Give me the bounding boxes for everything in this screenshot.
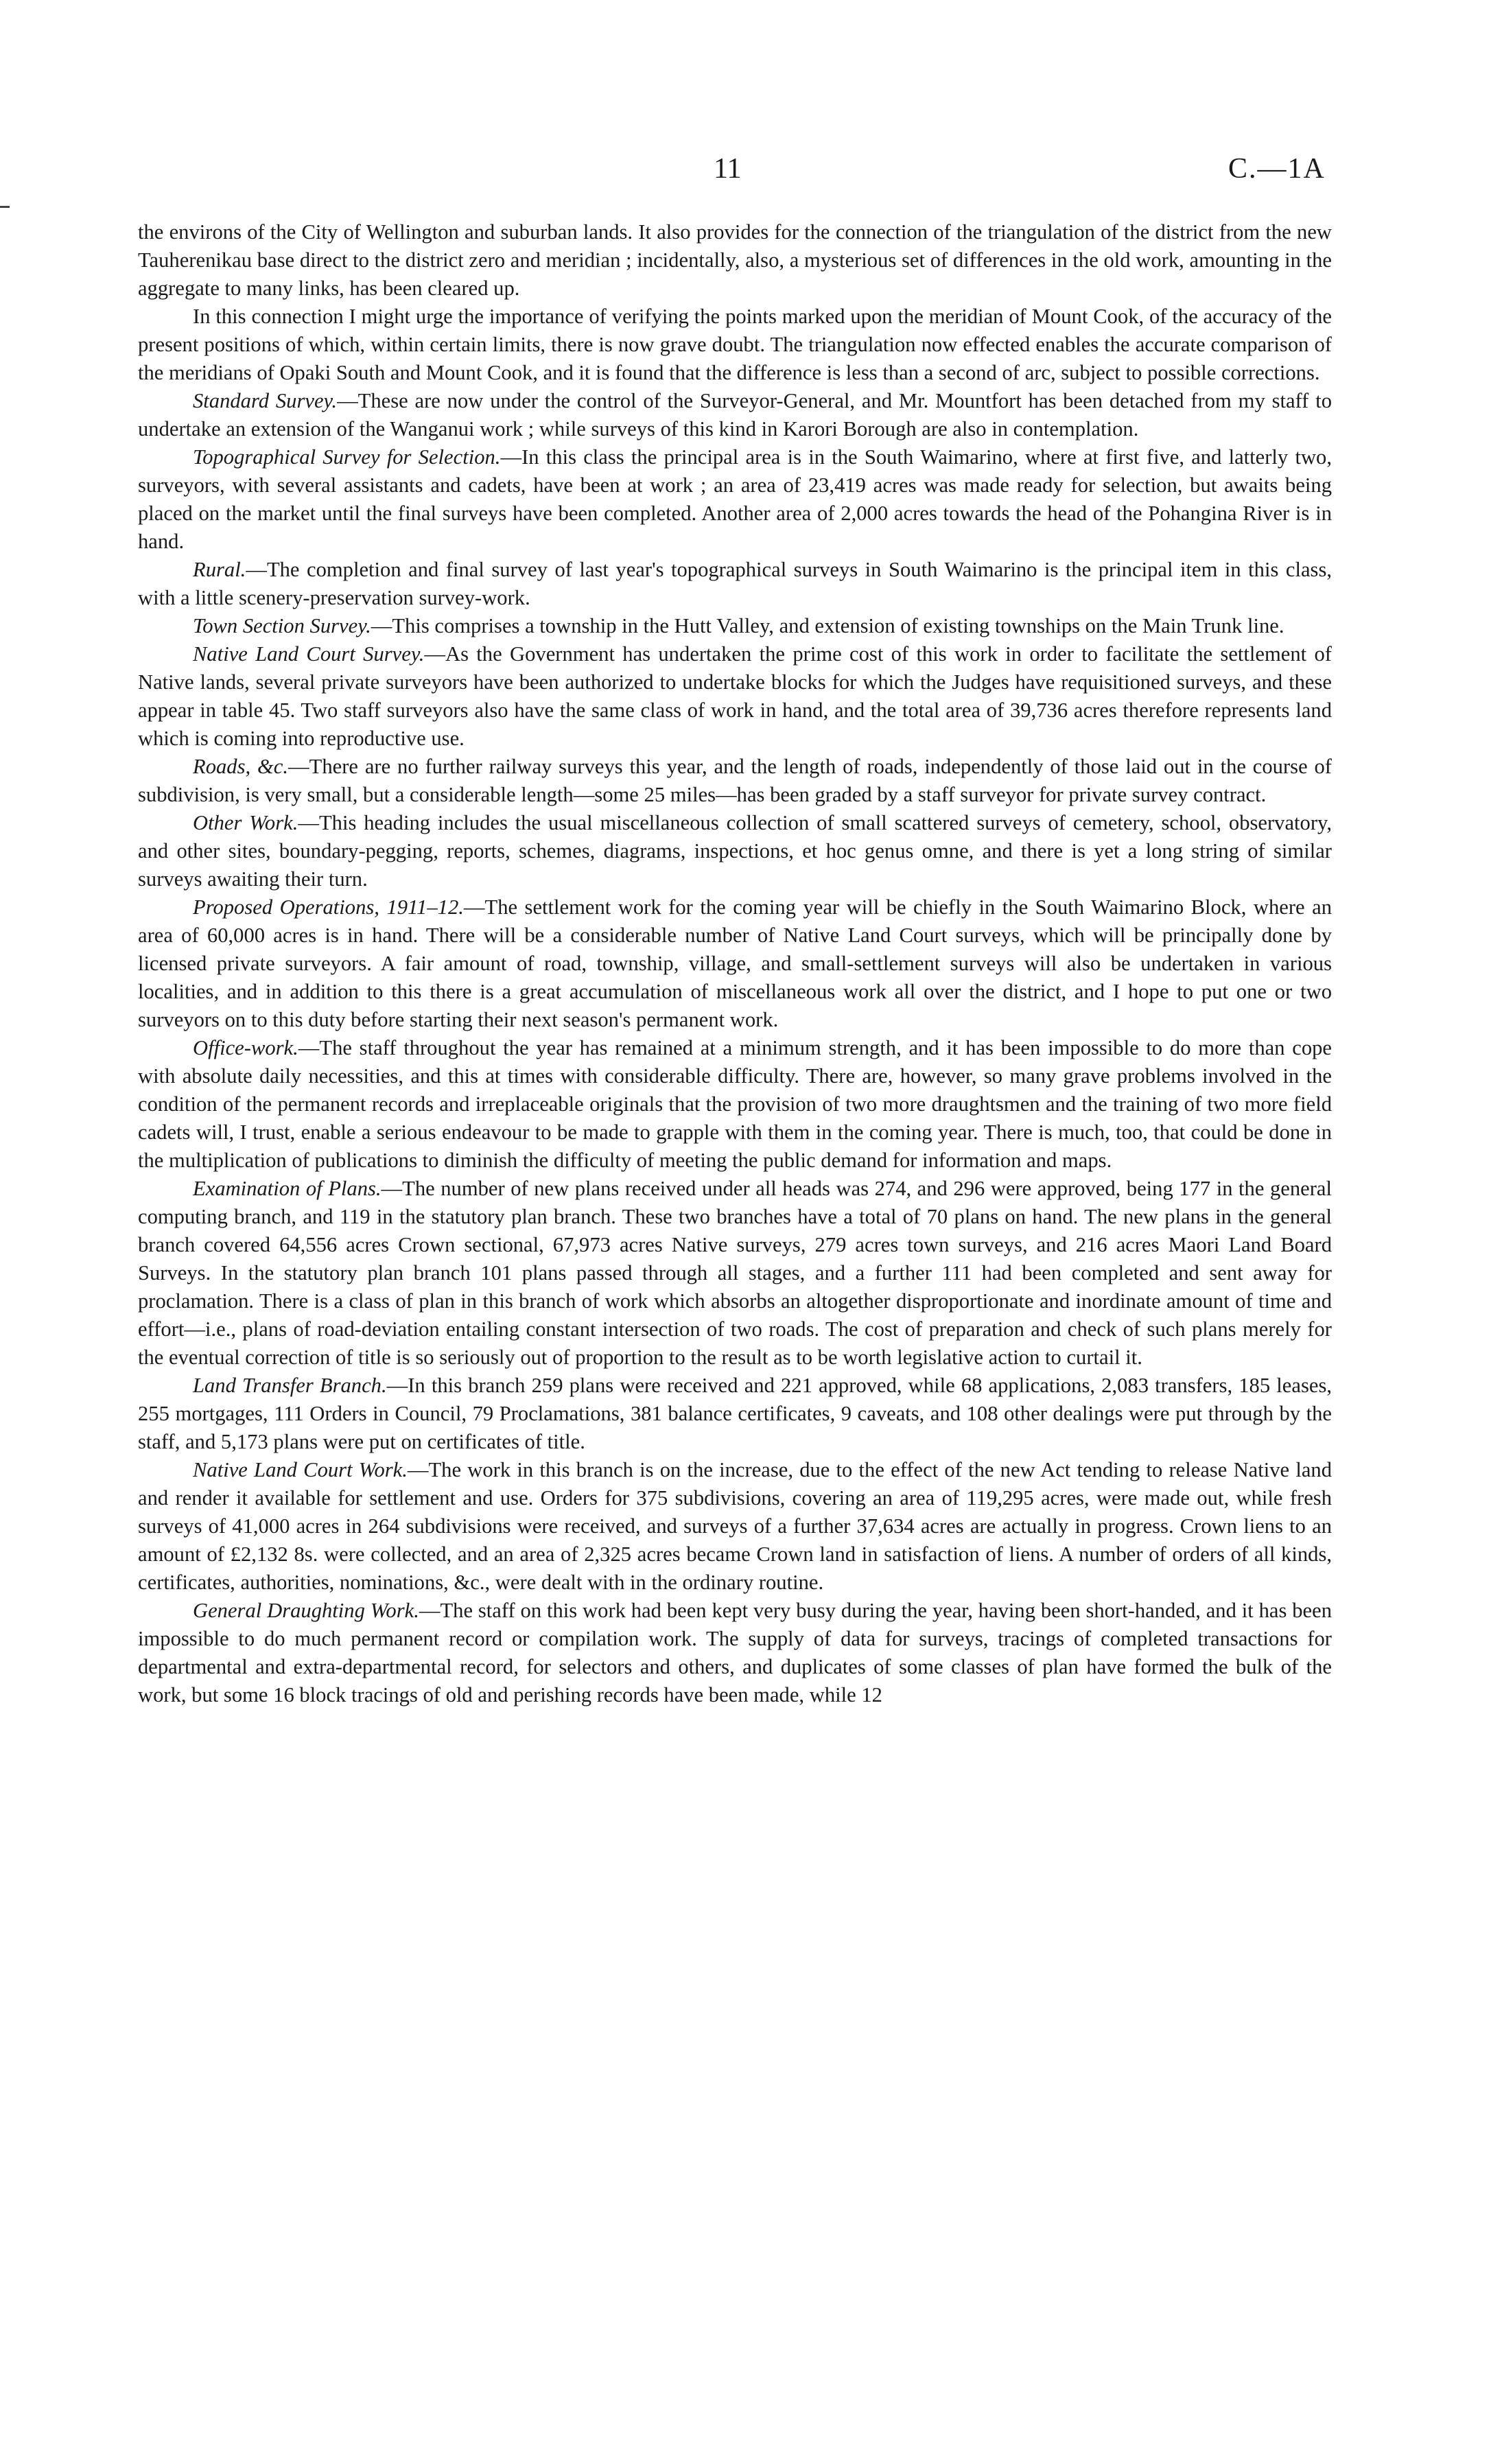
paragraph-native-land-court-survey: Native Land Court Survey.—As the Government has undertaken the prime cost of this work in order to facilitate the settlement of Native lands, several private surveyors have been authorized to undertake blocks for which the Judges have requisitioned surveys, and these appear in table 45. Two staff surveyors also have the same class of work in hand, and the total area of 39,736 acres therefore represents land which is coming into reproductive use. — [138, 642, 1332, 750]
paragraph-standard-survey: Standard Survey.—These are now under the control of the Surveyor-General, and Mr. Mountfort has been detached from my staff to undertake an extension of the Wanganui work ; while surveys of this kind in Karori Borough are also in contemplation. — [138, 389, 1332, 441]
paragraph-examination-of-plans: Examination of Plans.—The number of new plans received under all heads was 274, and 296 were approved, being 177 in the general computing branch, and 119 in the statutory plan branch. These two branches have a total of 70 plans on hand. The new plans in the general branch covered 64,556 acres Crown sectional, 67,973 acres Native surveys, 279 acres town surveys, and 216 acres Maori Land Board Surveys. In the statutory plan branch 101 plans passed through all stages, and a further 111 had been completed and sent away for proclamation. There is a class of plan in this branch of work which absorbs an altogether disproportionate and inordinate amount of time and effort—i.e., plans of road-deviation entailing constant intersection of two roads. The cost of preparation and check of such plans merely for the eventual correction of title is so seriously out of proportion to the result as to be worth legislative action to curtail it. — [138, 1177, 1332, 1369]
section-heading: Topographical Survey for Selection. — [193, 445, 501, 469]
paragraph-continuation: the environs of the City of Wellington and suburban lands. It also provides for the connection of the triangulation of the district from the new Tauherenikau base direct to the district zero and meridian ; incidentally, also, a mysterious set of differences in the old work, amounting in the aggregate to many links, has been cleared up. — [138, 220, 1332, 300]
page-number: 11 — [714, 153, 742, 185]
paragraph-town-section-survey: Town Section Survey.—This comprises a township in the Hutt Valley, and extension of existing townships on the Main Trunk line. — [193, 614, 1284, 637]
section-heading: Native Land Court Work. — [193, 1458, 408, 1481]
paragraph-rural: Rural.—The completion and final survey of last year's topographical surveys in South Waimarino is the principal item in this class, with a little scenery-preservation survey-work. — [138, 558, 1332, 609]
section-heading: Town Section Survey. — [193, 614, 371, 637]
paragraph-general-draughting-work: General Draughting Work.—The staff on this work had been kept very busy during the year, having been short-handed, and it has been impossible to do much permanent record or compilation work. The supply of data for surveys, tracings of completed transactions for departmental and extra-departmental record, for selectors and others, and duplicates of some classes of plan have formed the bulk of the work, but some 16 block tracings of old and perishing records have been made, while 12 — [138, 1599, 1332, 1706]
paragraph-native-land-court-work: Native Land Court Work.—The work in this branch is on the increase, due to the effect of the new Act tending to release Native land and render it available for settlement and use. Orders for 375 subdivisions, covering an area of 119,295 acres, were made out, while fresh surveys of 41,000 acres in 264 subdivisions were received, and surveys of a further 37,634 acres are actually in progress. Crown liens to an amount of £2,132 8s. were collected, and an area of 2,325 acres became Crown land in satisfaction of liens. A number of orders of all kinds, certificates, authorities, nominations, &c., were dealt with in the ordinary routine. — [138, 1458, 1332, 1594]
paragraph-meridian: In this connection I might urge the importance of verifying the points marked upon the meridian of Mount Cook, of the accuracy of the present positions of which, within certain limits, there is now grave doubt. The triangulation now effected enables the accurate comparison of the meridians of Opaki South and Mount Cook, and it is found that the difference is less than a second of arc, subject to possible corrections. — [138, 305, 1332, 384]
paragraph-other-work: Other Work.—This heading includes the usual miscellaneous collection of small scattered surveys of cemetery, school, observatory, and other sites, boundary-pegging, reports, schemes, diagrams, inspections, et hoc genus omne, and there is yet a long string of similar surveys awaiting their turn. — [138, 811, 1332, 891]
section-heading: Proposed Operations, 1911–12. — [193, 895, 464, 919]
paragraph-office-work: Office-work.—The staff throughout the year has remained at a minimum strength, and it has been impossible to do more than cope with absolute daily necessities, and this at times with considerable difficulty. There are, however, so many grave problems involved in the condition of the permanent records and irreplaceable originals that the provision of two more draughtsmen and the training of two more field cadets will, I trust, enable a serious endeavour to be made to grapple with them in the coming year. There is much, too, that could be done in the multiplication of publications to diminish the difficulty of meeting the public demand for information and maps. — [138, 1036, 1332, 1172]
section-heading: Roads, &c. — [193, 755, 289, 778]
page-header — [0, 152, 1491, 193]
section-heading: Rural. — [193, 558, 246, 581]
section-heading: General Draughting Work. — [193, 1599, 419, 1622]
paragraph-roads: Roads, &c.—There are no further railway surveys this year, and the length of roads, independently of those laid out in the course of subdivision, is very small, but a considerable length—some 25 miles—has been graded by a staff surveyor for private survey contract. — [138, 755, 1332, 806]
section-heading: Examination of Plans. — [193, 1177, 381, 1200]
section-heading: Native Land Court Survey. — [193, 642, 425, 666]
section-heading: Land Transfer Branch. — [193, 1374, 387, 1397]
document-code: C.—1A — [1228, 153, 1326, 185]
section-heading: Other Work. — [193, 811, 298, 834]
paragraph-topographical-survey: Topographical Survey for Selection.—In this class the principal area is in the South Waimarino, where at first five, and latterly two, surveyors, with several assistants and cadets, have been at work ; an area of 23,419 acres was made ready for selection, but awaits being placed on the market until the final surveys have been completed. Another area of 2,000 acres towards the head of the Pohangina River is in hand. — [138, 445, 1332, 553]
section-heading: Office-work. — [193, 1036, 298, 1059]
section-heading: Standard Survey. — [193, 389, 338, 412]
paragraph-proposed-operations: Proposed Operations, 1911–12.—The settlement work for the coming year will be chiefly in the South Waimarino Block, where an area of 60,000 acres is in hand. There will be a considerable number of Native Land Court surveys, which will be principally done by licensed private surveyors. A fair amount of road, township, village, and small-settlement surveys will also be undertaken in various localities, and in addition to this there is a great accumulation of miscellaneous work all over the district, and I hope to put one or two surveyors on to this duty before starting their next season's permanent work. — [138, 895, 1332, 1031]
body-text — [138, 218, 1332, 1709]
margin-mark — [0, 206, 10, 208]
paragraph-land-transfer-branch: Land Transfer Branch.—In this branch 259 plans were received and 221 approved, while 68 applications, 2,083 transfers, 185 leases, 255 mortgages, 111 Orders in Council, 79 Proclamations, 381 balance certificates, 9 caveats, and 108 other dealings were put through by the staff, and 5,173 plans were put on certificates of title. — [138, 1374, 1332, 1453]
